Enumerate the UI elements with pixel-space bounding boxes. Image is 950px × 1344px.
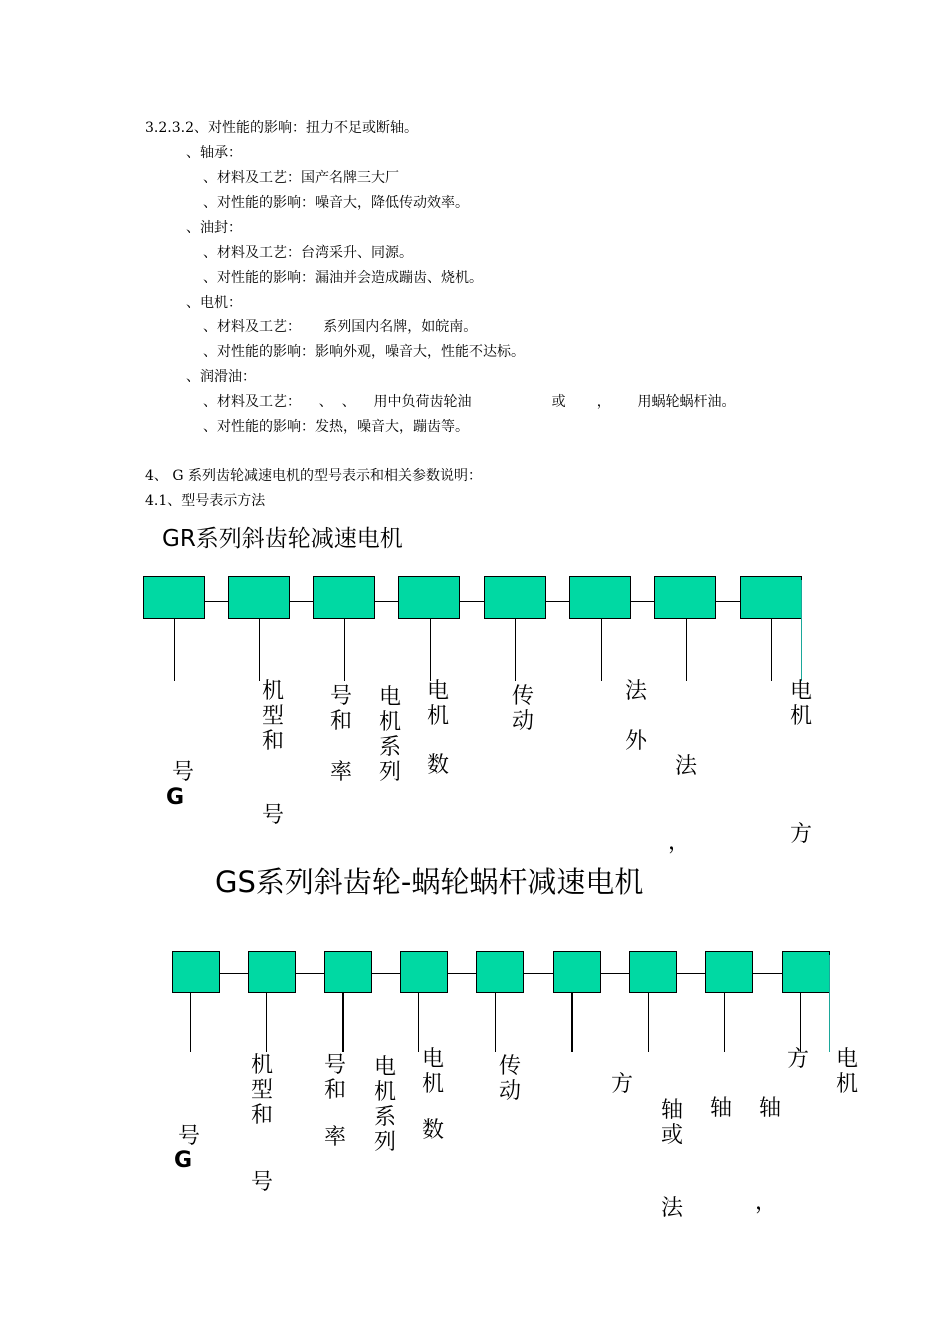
gr-label-ratio: 率 — [329, 760, 352, 785]
gr-label-drive: 传 动 — [511, 684, 534, 734]
gs-label-motor: 电 机 — [421, 1047, 444, 1097]
gs-leader-7 — [648, 993, 649, 1052]
gs-label-shaft-or: 轴 或 — [660, 1098, 683, 1148]
gr-box-5 — [484, 576, 546, 619]
lubricant-material: 、材料及工艺： 、 、 用中负荷齿轮油 或 ， 用蜗轮蜗杆油。 — [203, 394, 736, 410]
gs-box-8 — [705, 951, 753, 993]
gs-label-comma: ， — [754, 1190, 777, 1215]
bearing-material: 、材料及工艺：国产名牌三大厂 — [203, 170, 399, 186]
gs-leader-8 — [724, 993, 725, 1052]
gs-box-9 — [782, 951, 830, 993]
gr-box-6 — [569, 576, 631, 619]
gr-box-4 — [398, 576, 460, 619]
gs-leader-1 — [190, 993, 191, 1052]
gr-label-flange-2: 法 — [674, 754, 697, 779]
item-bearing: 、轴承： — [186, 145, 242, 161]
gr-leader-2 — [259, 619, 260, 681]
gr-box-8 — [740, 576, 802, 619]
gr-leader-5 — [515, 619, 516, 681]
gs-leader-6 — [571, 993, 573, 1052]
gr-label-motor: 电 机 — [426, 679, 449, 729]
gr-diagram-title: GR系列斜齿轮减速电机 — [162, 526, 403, 552]
gr-label-poles: 数 — [426, 753, 449, 778]
gs-leader-5 — [495, 993, 496, 1052]
gr-leader-4 — [430, 619, 431, 681]
oil-seal-material: 、材料及工艺：台湾采升、同源。 — [203, 245, 413, 261]
motor-material: 、材料及工艺： 系列国内名牌，如皖南。 — [203, 319, 478, 335]
gs-label-ratio: 率 — [323, 1125, 346, 1150]
gs-label-shaft-3: 轴 — [758, 1096, 781, 1121]
gr-label-model-no: 号 — [171, 760, 194, 785]
gs-box-1 — [172, 951, 220, 993]
gr-label-direction: 方 — [789, 822, 812, 847]
lubricant-effect: 、对性能的影响：发热，噪音大，蹦齿等。 — [203, 419, 469, 435]
gr-box-1 — [143, 576, 205, 619]
section-4-1: 4.1、型号表示方法 — [145, 493, 266, 509]
gr-leader-9 — [801, 580, 802, 681]
gs-box-2 — [248, 951, 296, 993]
motor-effect: 、对性能的影响：影响外观，噪音大，性能不达标。 — [203, 344, 525, 360]
gs-box-7 — [629, 951, 677, 993]
gs-label-shaft-2: 轴 — [709, 1096, 732, 1121]
gs-box-4 — [400, 951, 448, 993]
gs-label-frame-type: 机 型 和 — [250, 1053, 273, 1128]
gs-label-motor-2: 电 机 — [835, 1047, 858, 1097]
gr-leader-6 — [601, 619, 602, 681]
gs-leader-2 — [266, 993, 267, 1052]
gr-label-comma: ， — [667, 830, 690, 855]
gs-label-model-no: 号 — [177, 1124, 200, 1149]
gs-label-poles: 数 — [421, 1118, 444, 1143]
gs-label-mount: 方 — [610, 1072, 633, 1097]
section-3-2-3-2: 3.2.3.2、对性能的影响：扭力不足或断轴。 — [145, 120, 418, 136]
oil-seal-effect: 、对性能的影响：漏油并会造成蹦齿、烧机。 — [203, 270, 483, 286]
gr-label-frame-no: 号 — [261, 803, 284, 828]
gs-leader-9 — [800, 993, 801, 1052]
gs-label-ratio-top: 号 和 — [323, 1053, 346, 1103]
gr-box-7 — [654, 576, 716, 619]
item-oil-seal: 、油封： — [186, 220, 242, 236]
gr-label-motor-series: 电 机 系 列 — [378, 685, 401, 785]
gr-box-3 — [313, 576, 375, 619]
gr-label-frame-type: 机 型 和 — [261, 679, 284, 754]
gr-label-flange: 法 — [624, 679, 647, 704]
section-4: 4、 G 系列齿轮减速电机的型号表示和相关参数说明： — [145, 468, 482, 484]
gs-label-frame-no: 号 — [250, 1170, 273, 1195]
gr-leader-7 — [686, 619, 687, 681]
gr-leader-1 — [174, 619, 175, 681]
gr-leader-3 — [344, 619, 345, 681]
gs-box-5 — [476, 951, 524, 993]
gr-label-ratio-top: 号 和 — [329, 684, 352, 734]
gs-label-direction: 方 — [786, 1047, 809, 1072]
gr-label-motor-2: 电 机 — [789, 679, 812, 729]
gs-label-motor-series: 电 机 系 列 — [373, 1055, 396, 1155]
gs-box-3 — [324, 951, 372, 993]
gs-leader-10 — [829, 955, 830, 1052]
gr-label-g: G — [165, 785, 185, 810]
gs-diagram-title: GS系列斜齿轮-蜗轮蜗杆减速电机 — [215, 865, 644, 899]
gs-leader-3 — [342, 993, 344, 1052]
item-motor: 、电机： — [186, 295, 242, 311]
gs-leader-4 — [418, 993, 419, 1052]
gs-label-method: 法 — [660, 1196, 683, 1221]
gs-label-g: G — [173, 1148, 193, 1173]
bearing-effect: 、对性能的影响：噪音大，降低传动效率。 — [203, 195, 469, 211]
item-lubricant: 、润滑油： — [186, 369, 256, 385]
gr-box-2 — [228, 576, 290, 619]
gs-box-6 — [553, 951, 601, 993]
gs-label-drive: 传 动 — [498, 1054, 521, 1104]
gr-leader-8 — [771, 619, 772, 681]
gr-label-outer: 外 — [624, 729, 647, 754]
